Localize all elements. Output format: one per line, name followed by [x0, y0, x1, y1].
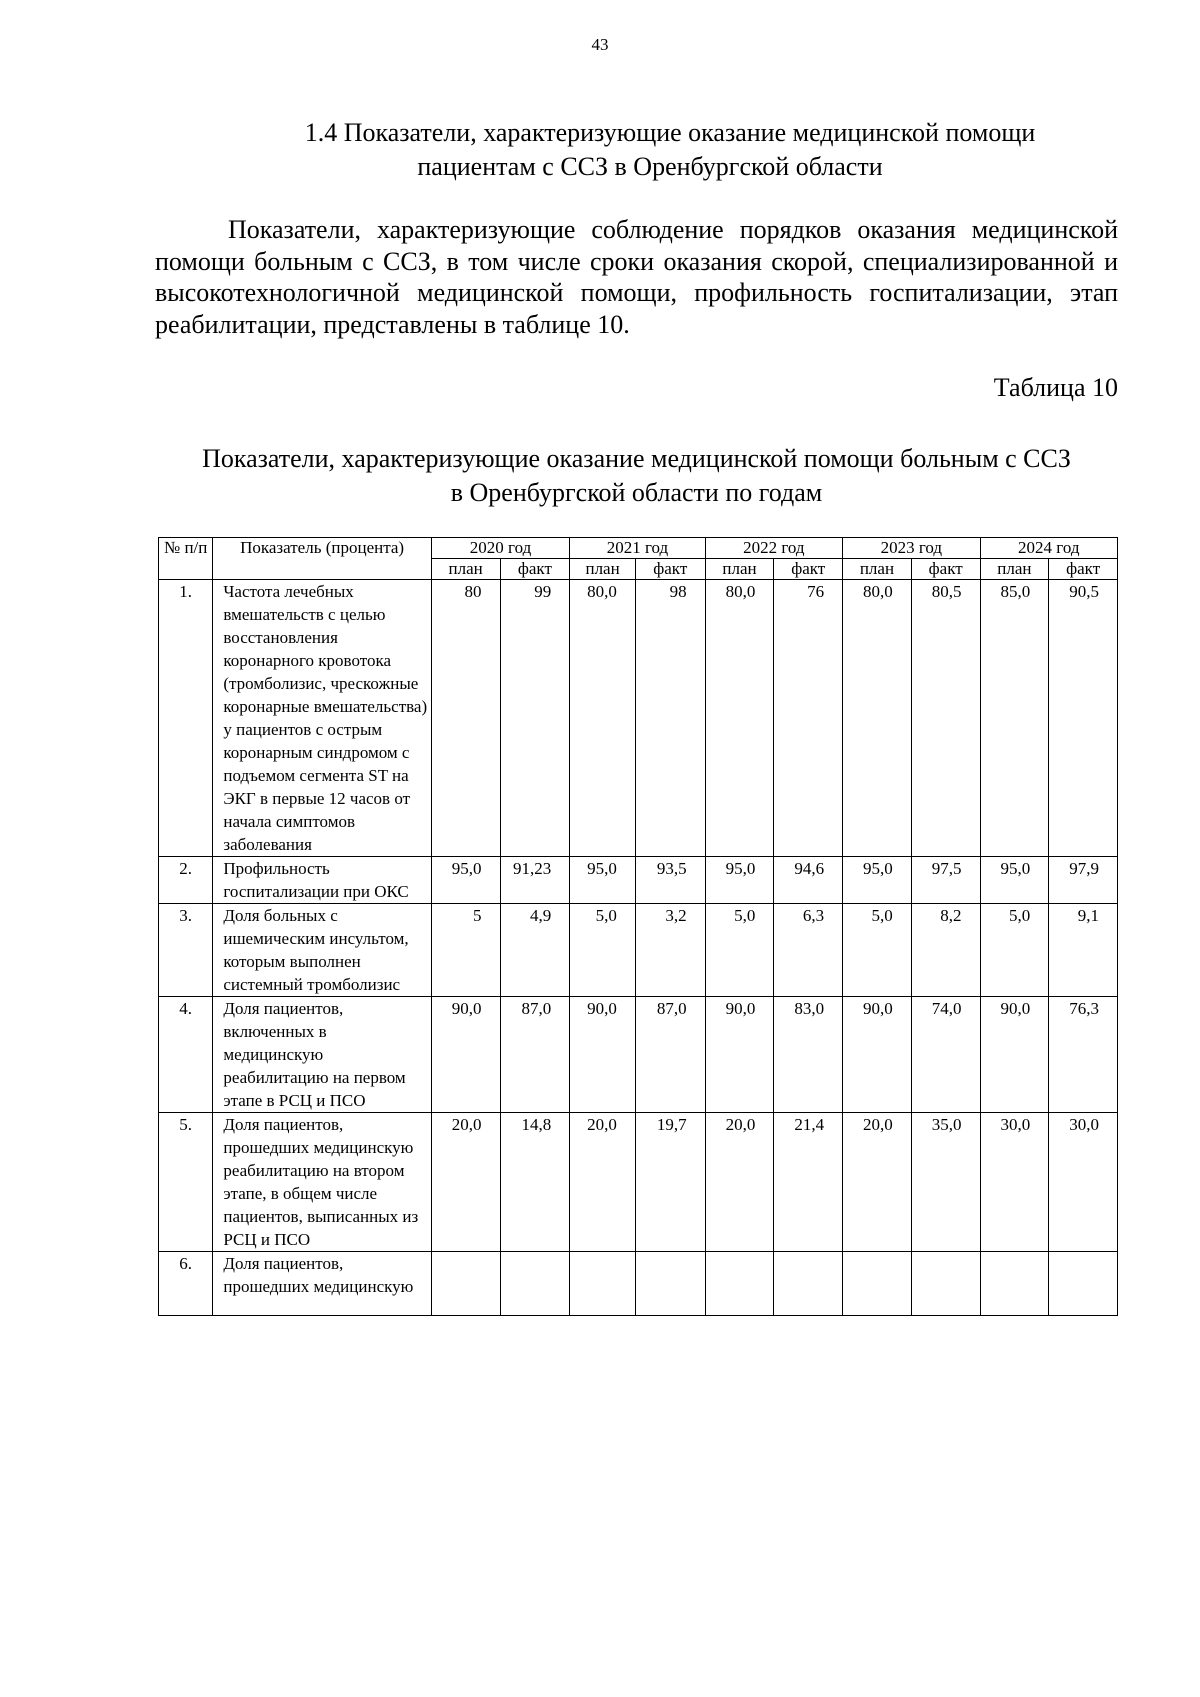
plan-value [980, 1252, 1049, 1316]
indicator-name: Доля пациентов, прошедших медицинскую [213, 1252, 431, 1316]
column-header-year: 2020 год [431, 538, 569, 559]
column-header-plan: план [705, 559, 774, 580]
fact-value: 30,0 [1049, 1113, 1118, 1252]
plan-value: 20,0 [705, 1113, 774, 1252]
fact-value: 83,0 [774, 997, 843, 1113]
plan-value: 95,0 [980, 857, 1049, 904]
fact-value: 80,5 [911, 580, 980, 857]
table-header [159, 538, 1118, 580]
column-header-fact: факт [774, 559, 843, 580]
column-header-plan: план [570, 559, 636, 580]
table-body [159, 580, 1118, 1316]
indicator-name: Частота лечебных вмешательств с целью восстановления коронарного кровотока (тромболизис, чрескожные коронарные вмешательства) у пациентов с острым коронарным синдромом с подъемом сегмента ST на ЭКГ в первые 12 часов от начала симптомов заболевания [213, 580, 431, 857]
section-heading-line-1: 1.4 Показатели, характеризующие оказание медицинской помощи [304, 118, 1036, 147]
indicator-name: Доля пациентов, включенных в медицинскую реабилитацию на первом этапе в РСЦ и ПСО [213, 997, 431, 1113]
table-header-row-years [159, 538, 1118, 559]
fact-value: 19,7 [635, 1113, 705, 1252]
page-number: 43 [591, 35, 609, 54]
fact-value [500, 1252, 570, 1316]
plan-value: 30,0 [980, 1113, 1049, 1252]
plan-value: 90,0 [705, 997, 774, 1113]
plan-value: 90,0 [980, 997, 1049, 1113]
plan-value: 5,0 [705, 904, 774, 997]
plan-value [431, 1252, 500, 1316]
table-row [159, 1113, 1118, 1252]
plan-value: 95,0 [570, 857, 636, 904]
fact-value [774, 1252, 843, 1316]
fact-value: 99 [500, 580, 570, 857]
column-header-plan: план [843, 559, 912, 580]
fact-value: 74,0 [911, 997, 980, 1113]
fact-value: 76 [774, 580, 843, 857]
column-header-fact: факт [911, 559, 980, 580]
fact-value: 8,2 [911, 904, 980, 997]
table-row [159, 997, 1118, 1113]
fact-value [911, 1252, 980, 1316]
plan-value: 5,0 [843, 904, 912, 997]
row-number: 4. [159, 997, 213, 1113]
fact-value: 97,5 [911, 857, 980, 904]
plan-value: 20,0 [570, 1113, 636, 1252]
plan-value: 80,0 [570, 580, 636, 857]
row-number: 2. [159, 857, 213, 904]
fact-value [635, 1252, 705, 1316]
column-header-fact: факт [500, 559, 570, 580]
column-header-plan: план [431, 559, 500, 580]
fact-value: 87,0 [635, 997, 705, 1113]
fact-value: 97,9 [1049, 857, 1118, 904]
fact-value: 14,8 [500, 1113, 570, 1252]
plan-value: 95,0 [705, 857, 774, 904]
plan-value: 90,0 [431, 997, 500, 1113]
indicators-table [158, 537, 1118, 1316]
table-number: Таблица 10 [993, 373, 1118, 402]
row-number: 1. [159, 580, 213, 857]
fact-value: 21,4 [774, 1113, 843, 1252]
fact-value [1049, 1252, 1118, 1316]
table-caption [155, 442, 1118, 510]
fact-value: 90,5 [1049, 580, 1118, 857]
table-caption-line-1: Показатели, характеризующие оказание медицинской помощи больным с ССЗ [202, 444, 1071, 473]
table-row [159, 857, 1118, 904]
fact-value: 9,1 [1049, 904, 1118, 997]
plan-value: 20,0 [431, 1113, 500, 1252]
plan-value: 80,0 [705, 580, 774, 857]
plan-value: 95,0 [431, 857, 500, 904]
column-header-year: 2023 год [843, 538, 980, 559]
plan-value [705, 1252, 774, 1316]
plan-value: 90,0 [570, 997, 636, 1113]
column-header-plan: план [980, 559, 1049, 580]
column-header-number: № п/п [159, 538, 213, 580]
plan-value: 80 [431, 580, 500, 857]
fact-value: 6,3 [774, 904, 843, 997]
fact-value: 4,9 [500, 904, 570, 997]
column-header-indicator: Показатель (процента) [213, 538, 431, 580]
fact-value: 3,2 [635, 904, 705, 997]
column-header-year: 2022 год [705, 538, 842, 559]
table-caption-line-2: в Оренбургской области по годам [450, 478, 823, 507]
plan-value: 5,0 [570, 904, 636, 997]
fact-value: 94,6 [774, 857, 843, 904]
plan-value: 20,0 [843, 1113, 912, 1252]
plan-value: 5 [431, 904, 500, 997]
row-number: 3. [159, 904, 213, 997]
column-header-year: 2021 год [570, 538, 705, 559]
table-row [159, 904, 1118, 997]
plan-value: 85,0 [980, 580, 1049, 857]
column-header-fact: факт [1049, 559, 1118, 580]
plan-value: 5,0 [980, 904, 1049, 997]
fact-value: 76,3 [1049, 997, 1118, 1113]
fact-value: 93,5 [635, 857, 705, 904]
indicator-name: Профильность госпитализации при ОКС [213, 857, 431, 904]
section-heading [150, 116, 1150, 184]
plan-value: 90,0 [843, 997, 912, 1113]
fact-value: 35,0 [911, 1113, 980, 1252]
column-header-year: 2024 год [980, 538, 1117, 559]
table-row [159, 580, 1118, 857]
indicator-name: Доля больных с ишемическим инсультом, которым выполнен системный тромболизис [213, 904, 431, 997]
plan-value [570, 1252, 636, 1316]
section-heading-line-2: пациентам с ССЗ в Оренбургской области [417, 152, 883, 181]
fact-value: 91,23 [500, 857, 570, 904]
plan-value: 95,0 [843, 857, 912, 904]
plan-value [843, 1252, 912, 1316]
plan-value: 80,0 [843, 580, 912, 857]
table-row [159, 1252, 1118, 1316]
fact-value: 98 [635, 580, 705, 857]
row-number: 5. [159, 1113, 213, 1252]
fact-value: 87,0 [500, 997, 570, 1113]
column-header-fact: факт [635, 559, 705, 580]
intro-paragraph: Показатели, характеризующие соблюдение порядков оказания медицинской помощи больным с ССЗ, в том числе сроки оказания скорой, специализированной и высокотехнологичной медицинской помощи, профильность госпитализации, этап реабилитации, представлены в таблице 10. [155, 215, 1118, 339]
row-number: 6. [159, 1252, 213, 1316]
indicator-name: Доля пациентов, прошедших медицинскую реабилитацию на втором этапе, в общем числе пациентов, выписанных из РСЦ и ПСО [213, 1113, 431, 1252]
